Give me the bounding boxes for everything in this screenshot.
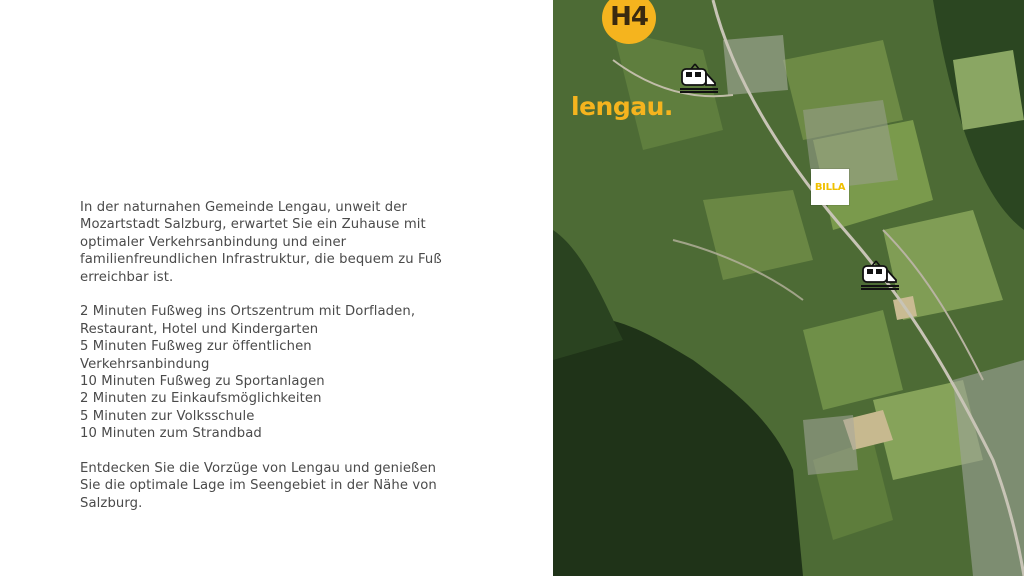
- closing-line: Salzburg.: [80, 495, 143, 511]
- closing-line: Entdecken Sie die Vorzüge von Lengau und genießen: [80, 461, 437, 477]
- feature-line: 2 Minuten Fußweg ins Ortszentrum mit Dorfladen,: [80, 304, 416, 320]
- intro-line: optimaler Verkehrsanbindung und einer: [80, 234, 347, 250]
- intro-line: Mozartstadt Salzburg, erwartet Sie ein Zuhause mit: [80, 217, 426, 233]
- intro-line: familienfreundlichen Infrastruktur, die bequem zu Fuß: [80, 252, 442, 268]
- closing-paragraph: [80, 460, 475, 512]
- billa-store-label: BILLA: [814, 181, 846, 193]
- description-text: [80, 199, 475, 530]
- train-icon: [860, 258, 900, 292]
- intro-paragraph: [80, 199, 475, 286]
- feature-line: 2 Minuten zu Einkaufsmöglichkeiten: [80, 391, 322, 407]
- brand-logo: lengau.: [571, 92, 673, 121]
- location-badge-label: H4: [610, 2, 648, 32]
- intro-line: In der naturnahen Gemeinde Lengau, unweit der: [80, 200, 407, 215]
- feature-line: 10 Minuten zum Strandbad: [80, 426, 262, 442]
- aerial-terrain: [553, 0, 1024, 576]
- feature-line: 5 Minuten Fußweg zur öffentlichen: [80, 339, 312, 355]
- intro-line: erreichbar ist.: [80, 269, 174, 285]
- features-list: [80, 303, 475, 442]
- aerial-map: [553, 0, 1024, 576]
- billa-store-marker: [811, 169, 849, 205]
- feature-line: 5 Minuten zur Volksschule: [80, 408, 255, 424]
- closing-line: Sie die optimale Lage im Seengebiet in der Nähe von: [80, 478, 437, 494]
- train-icon: [679, 61, 719, 95]
- feature-line: 10 Minuten Fußweg zu Sportanlagen: [80, 374, 325, 390]
- feature-line: Restaurant, Hotel und Kindergarten: [80, 321, 319, 337]
- feature-line: Verkehrsanbindung: [80, 356, 210, 372]
